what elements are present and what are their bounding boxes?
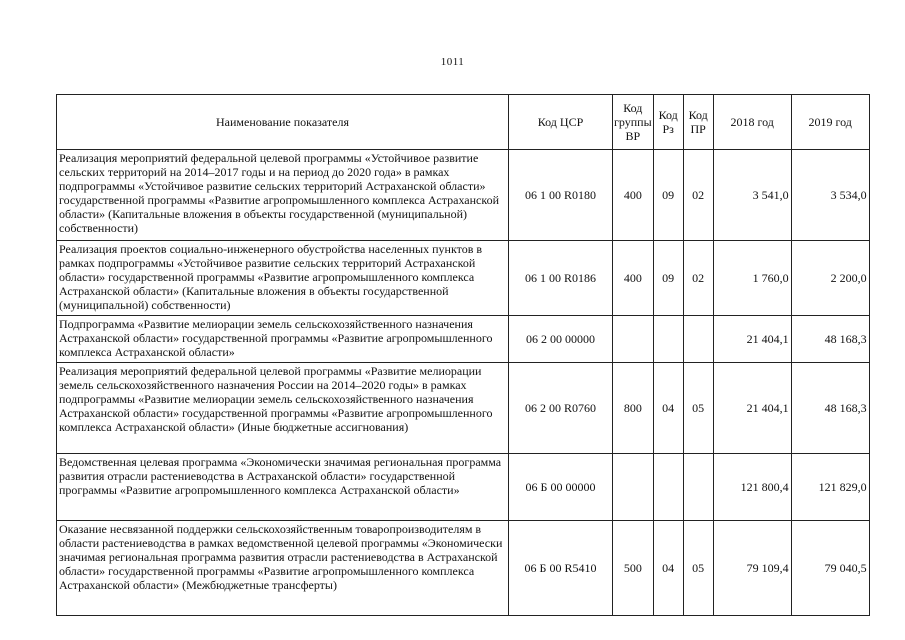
- row-pr-cell: 05: [683, 521, 713, 616]
- row-csr-cell: 06 Б 00 00000: [509, 454, 613, 521]
- row-csr-cell: 06 2 00 R0760: [509, 363, 613, 454]
- table-row: [57, 454, 870, 521]
- row-2019-cell: 48 168,3: [791, 363, 869, 454]
- page-number: 1011: [440, 56, 465, 68]
- row-vr-cell: 500: [613, 521, 654, 616]
- table-row: [57, 316, 870, 363]
- row-2018-cell: 79 109,4: [713, 521, 791, 616]
- row-vr-cell: [613, 454, 654, 521]
- row-2019-cell: 3 534,0: [791, 150, 869, 241]
- header-csr: Код ЦСР: [509, 95, 613, 150]
- row-2018-cell: 21 404,1: [713, 363, 791, 454]
- header-pr: Код ПР: [683, 95, 713, 150]
- row-name-cell: Реализация мероприятий федеральной целевой программы «Устойчивое развитие сельских территорий на 2014–2017 годы и на период до 2020 года» в рамках подпрограммы «Устойчивое развитие сельских территорий Астраханской области» государственной программы «Развитие агропромышленного комплекса Астраханской области» (Капитальные вложения в объекты государственной (муниципальной) собственности): [57, 150, 509, 241]
- header-name: Наименование показателя: [57, 95, 509, 150]
- row-pr-cell: 05: [683, 363, 713, 454]
- row-csr-cell: 06 1 00 R0186: [509, 241, 613, 316]
- row-rz-cell: 04: [653, 363, 683, 454]
- row-vr-cell: 400: [613, 241, 654, 316]
- row-rz-cell: 09: [653, 241, 683, 316]
- row-csr-cell: 06 2 00 00000: [509, 316, 613, 363]
- row-name-cell: Подпрограмма «Развитие мелиорации земель сельскохозяйственного назначения Астраханской области» государственной программы «Развитие агропромышленного комплекса Астраханской области»: [57, 316, 509, 363]
- budget-table: [56, 94, 870, 616]
- table-row: [57, 150, 870, 241]
- row-2018-cell: 1 760,0: [713, 241, 791, 316]
- row-2019-cell: 79 040,5: [791, 521, 869, 616]
- header-vr: Код группы ВР: [613, 95, 654, 150]
- row-pr-cell: [683, 454, 713, 521]
- table-header-row: [57, 95, 870, 150]
- row-vr-cell: [613, 316, 654, 363]
- row-pr-cell: 02: [683, 241, 713, 316]
- row-pr-cell: [683, 316, 713, 363]
- row-name-cell: Ведомственная целевая программа «Экономически значимая региональная программа развития отрасли растениеводства в Астраханской области» государственной программы «Развитие агропромышленного комплекса Астраханской области»: [57, 454, 509, 521]
- row-pr-cell: 02: [683, 150, 713, 241]
- row-csr-cell: 06 Б 00 R5410: [509, 521, 613, 616]
- row-2018-cell: 121 800,4: [713, 454, 791, 521]
- row-2019-cell: 2 200,0: [791, 241, 869, 316]
- row-rz-cell: 09: [653, 150, 683, 241]
- row-name-cell: Оказание несвязанной поддержки сельскохозяйственным товаропроизводителям в области растениеводства в рамках ведомственной целевой программы «Экономически значимая региональная программа развития отрасли растениеводства в Астраханской области» государственной программы «Развитие агропромышленного комплекса Астраханской области» (Межбюджетные трансферты): [57, 521, 509, 616]
- row-2019-cell: 48 168,3: [791, 316, 869, 363]
- row-name-cell: Реализация проектов социально-инженерного обустройства населенных пунктов в рамках подпрограммы «Устойчивое развитие сельских территорий Астраханской области» государственной программы «Развитие агропромышленного комплекса Астраханской области» (Капитальные вложения в объекты государственной (муниципальной) собственности): [57, 241, 509, 316]
- row-rz-cell: 04: [653, 521, 683, 616]
- row-csr-cell: 06 1 00 R0180: [509, 150, 613, 241]
- row-2018-cell: 21 404,1: [713, 316, 791, 363]
- header-2019: 2019 год: [791, 95, 869, 150]
- table-row: [57, 363, 870, 454]
- row-name-cell: Реализация мероприятий федеральной целевой программы «Развитие мелиорации земель сельскохозяйственного назначения России на 2014–2020 годы» в рамках подпрограммы «Развитие мелиорации земель сельскохозяйственного назначения Астраханской области» государственной программы «Развитие агропромышленного комплекса Астраханской области» (Иные бюджетные ассигнования): [57, 363, 509, 454]
- row-2018-cell: 3 541,0: [713, 150, 791, 241]
- table-row: [57, 521, 870, 616]
- header-rz: Код Рз: [653, 95, 683, 150]
- row-rz-cell: [653, 454, 683, 521]
- row-rz-cell: [653, 316, 683, 363]
- header-2018: 2018 год: [713, 95, 791, 150]
- table-row: [57, 241, 870, 316]
- row-vr-cell: 800: [613, 363, 654, 454]
- row-2019-cell: 121 829,0: [791, 454, 869, 521]
- row-vr-cell: 400: [613, 150, 654, 241]
